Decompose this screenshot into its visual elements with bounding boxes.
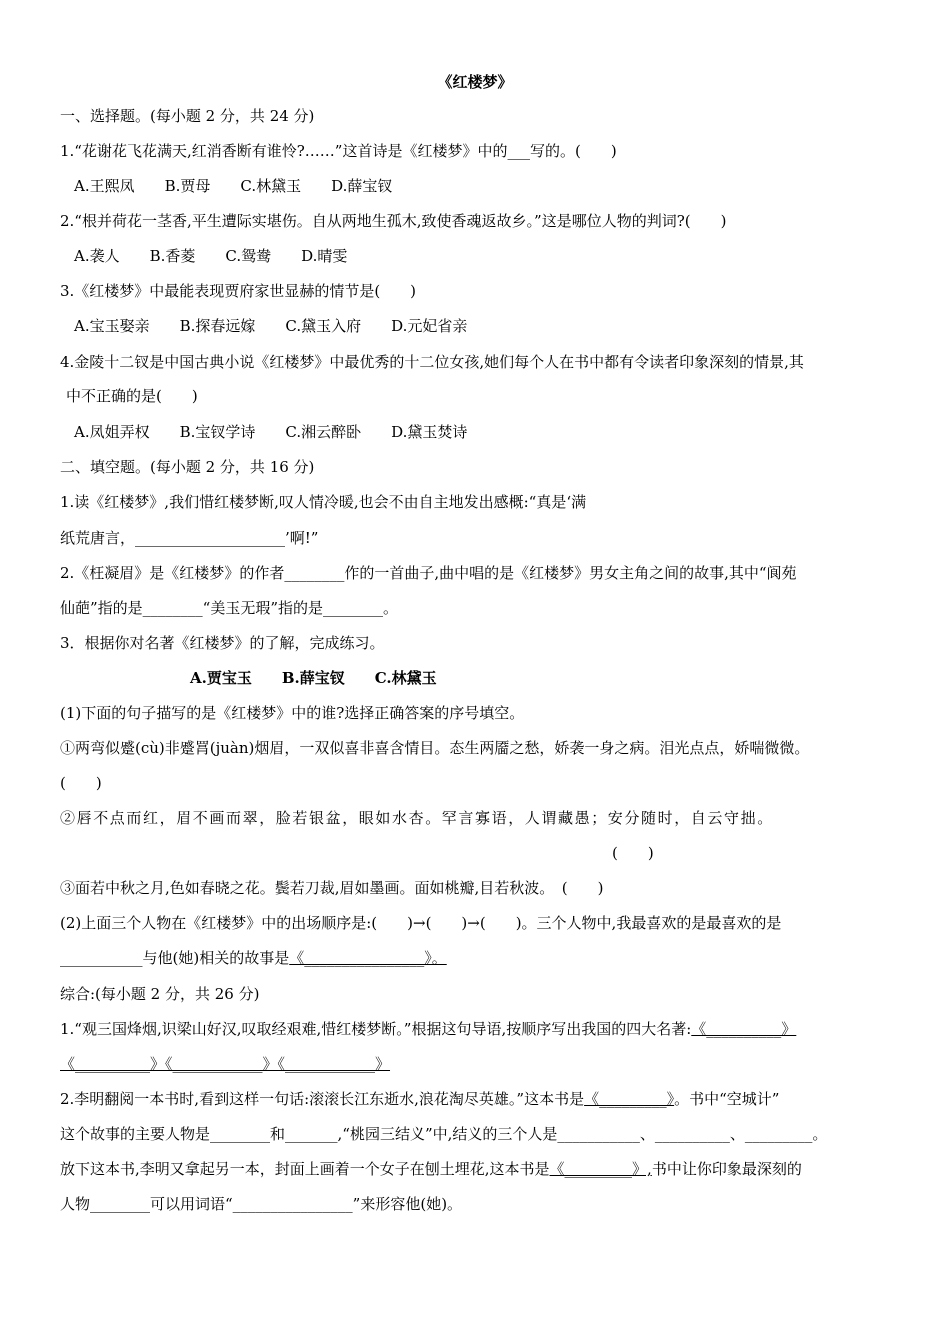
s2-q3-item1-answer: ( ) (60, 774, 102, 792)
s1-q4-stem-line1: 4.金陵十二钗是中国古典小说《红楼梦》中最优秀的十二位女孩,她们每个人在书中都有令读者印象深刻的情景,其 (60, 353, 804, 371)
s2-q3-choices: A.贾宝玉 B.薛宝钗 C.林黛玉 (190, 669, 437, 687)
s3-q1-blank1: 《__________》 (691, 1020, 797, 1038)
s2-q3-stem: 3．根据你对名著《红楼梦》的了解，完成练习。 (60, 634, 385, 652)
s1-q1-stem: 1.“花谢花飞花满天,红消香断有谁怜?……”这首诗是《红楼梦》中的___写的。( ) (60, 142, 617, 160)
s2-q3-item3: ③面若中秋之月,色如春晓之花。鬓若刀裁,眉如墨画。面如桃瓣,目若秋波。 ( ) (60, 879, 604, 897)
s3-q2-line4: 人物________可以用词语“________________”来形容他(她)。 (60, 1195, 463, 1213)
s1-q3-options: A.宝玉娶亲 B.探春远嫁 C.黛玉入府 D.元妃省亲 (74, 317, 468, 335)
s2-q3-sub2-line2-text: ___________与他(她)相关的故事是 (60, 949, 290, 967)
page-title: 《红楼梦》 (437, 73, 513, 91)
s2-q3-item2-line1: ②唇不点而红，眉不画而翠，脸若银盆，眼如水杏。罕言寡语，人谓藏愚；安分随时，自云守拙。 (60, 809, 774, 827)
s3-q2-line1-tail: 。书中“空城计” (674, 1090, 780, 1108)
s2-q1-line2: 纸荒唐言，____________________’啊!” (60, 529, 319, 547)
s2-q3-item2-answer: ( ) (612, 844, 654, 862)
s3-q2-line3 (60, 1159, 910, 1181)
s2-q3-item1-line1: ①两弯似蹙(cù)非蹙罥(juàn)烟眉，一双似喜非喜含情目。态生两靥之愁，娇袭一身之病。泪光点点，娇喘微微。 (60, 739, 810, 757)
s2-q3-story-blank: 《________________》。 (289, 949, 447, 967)
s2-q2-line2: 仙葩”指的是________“美玉无瑕”指的是________。 (60, 599, 399, 617)
s3-q1-line1-text: 1.“观三国烽烟,识梁山好汉,叹取经艰难,惜红楼梦断。”根据这句导语,按顺序写出我国的四大名著: (60, 1020, 692, 1038)
s3-q2-line3-tail: 书中让你印象最深刻的 (651, 1160, 802, 1178)
s1-q1-options: A.王熙凤 B.贾母 C.林黛玉 D.薛宝钗 (74, 177, 393, 195)
s3-q2-book-blank: 《_________》 (584, 1090, 675, 1108)
s3-q1-line2: 《__________》《____________》《____________》 (60, 1055, 391, 1073)
s2-q2-line1: 2.《枉凝眉》是《红楼梦》的作者________作的一首曲子,曲中唱的是《红楼梦》男女主角之间的故事,其中“阆苑 (60, 564, 797, 582)
s3-q2-line1 (60, 1089, 910, 1111)
s1-q3-stem: 3.《红楼梦》中最能表现贾府家世显赫的情节是( ) (60, 282, 417, 300)
section3-header: 综合:(每小题 2 分，共 26 分) (60, 985, 260, 1003)
s3-q2-line2: 这个故事的主要人物是________和_______,“桃园三结义”中,结义的三个人是___________、__________、_________。 (60, 1125, 828, 1143)
s2-q3-sub1: (1)下面的句子描写的是《红楼梦》中的谁?选择正确答案的序号填空。 (60, 704, 525, 722)
s1-q2-options: A.袭人 B.香菱 C.鸳鸯 D.晴雯 (74, 247, 348, 265)
s3-q2-book2-blank: 《_________》, (549, 1160, 652, 1178)
s1-q2-stem: 2.“根并荷花一茎香,平生遭际实堪伤。自从两地生孤木,致使香魂返故乡。”这是哪位人物的判词?( ) (60, 212, 727, 230)
s2-q3-sub2-line1: (2)上面三个人物在《红楼梦》中的出场顺序是:( )→( )→( )。三个人物中,我最喜欢的是最喜欢的是 (60, 914, 782, 932)
s1-q4-stem-line2: 中不正确的是( ) (66, 387, 198, 405)
s3-q2-line3-text: 放下这本书,李明又拿起另一本，封面上画着一个女子在刨土埋花,这本书是 (60, 1160, 550, 1178)
section1-header: 一、选择题。(每小题 2 分，共 24 分) (60, 107, 315, 125)
s3-q2-line1-text: 2.李明翻阅一本书时,看到这样一句话:滚滚长江东逝水,浪花淘尽英雄。”这本书是 (60, 1090, 585, 1108)
s2-q3-sub2-line2 (60, 948, 910, 970)
section2-header: 二、填空题。(每小题 2 分，共 16 分) (60, 458, 315, 476)
s1-q4-options: A.凤姐弄权 B.宝钗学诗 C.湘云醉卧 D.黛玉焚诗 (74, 423, 468, 441)
s2-q1-line1: 1.读《红楼梦》,我们惜红楼梦断,叹人情冷暖,也会不由自主地发出感概:“真是‘满 (60, 493, 587, 511)
s3-q1-line1 (60, 1019, 910, 1041)
